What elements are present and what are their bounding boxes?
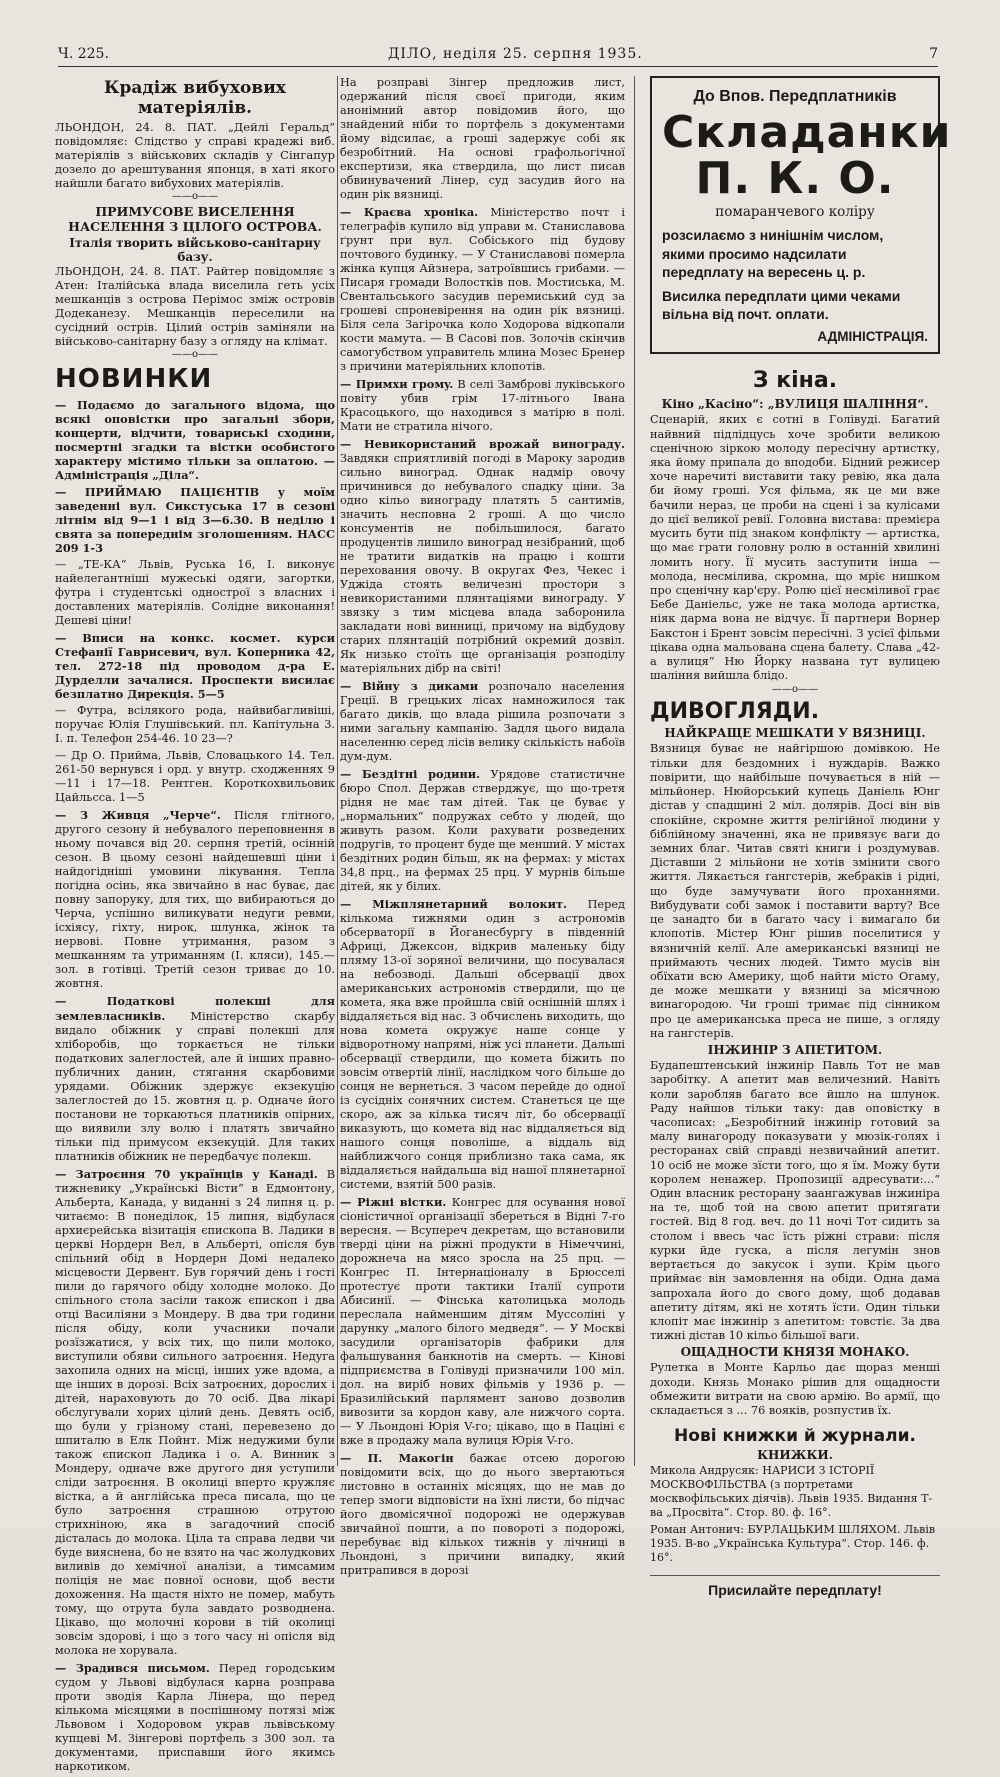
section-title-dyvohliady: ДИВОГЛЯДИ.	[650, 699, 820, 725]
article-text: Вязниця буває не найгіршою домівкою. Не тільки для бездомних і нуждарів. Важко повірити, що найбільше почувається в ній — мільйонер. Нюйорський купець Даніель Юнг дістав у спадщині 2 міл. долярів. Досі він вів спокійне, скромне життя релігійної людини у біблійному значенні, яка не привязує ваги до земних благ. Читав святі книги і роздумував. Діставши 2 мільйони не хотів змінити свого життя. Лякається гангстерів, жебраків і рідні, що буде замучувати його проханнями. Вибудувати собі замок і поставити варту? Все це занадто би в багато часу і вимагало би клопотів. Містер Юнг рішив поселитися у вязничній келії. Але американські вязниці не приймають чесних людей. Тимто мусів він обїхати всю Америку, щоб найти місто Огаму, де може мешкати у вязниці за місячною винагородою. Чи гроші тримає під сінником про це американська преса не пише, з огляду на гангстерів.	[650, 742, 940, 1040]
news-item	[55, 1167, 335, 1658]
news-item	[340, 1451, 625, 1578]
news-item	[340, 205, 625, 374]
news-item	[340, 679, 625, 764]
film-review: Сценарій, яких є сотні в Голівуді. Багатий найвний підлідцусь хоче зробити великою сценічною зіркою молоду пересічну артистку, яка йому припала до вподоби. Бідний режисер хоче наречиті виставити таку ревію, яка дала би йому гроші. Уся фільма, як це ми вже бачили нераз, це проби на сцені і за кулісами до цієї великої ревії. Головна вистава: премієра мусить бути під знаком конфлікту — артистка, що має грати головну ролю в останній хвилині ломить ногу. Її мусить заступити інша — молода, несміливa, скромна, що мріє нишком про сценічну кар'єру. Ролю цієї несміливої грає Бебе Даніельс, уже не така молода артистка, ніяк дарма вона не відчує. Її партнери Ворнер Бакстон і Брент зовсім переcічні. З усієї фільми цікава одна мальована сцена балету. Слава „42-а вулиця“ Ню Йорку названа тут вулицею шаління вийшла блідо.	[650, 413, 940, 683]
advert-signature: АДМІНІСТРАЦІЯ.	[817, 329, 928, 345]
news-item	[340, 897, 625, 1192]
news-item-text: В тижневику „Українські Вісти“ в Едмонтону, Альберта, Канада, у виданні з 24 липня ц. р. читаємо: В понеділок, 15 липня, відбулася архиєрейська візитація єпископа В. Ладики в церкві Нордерн Вел, в Альберті, опісля був спільний обід в Нордерн Домі недалеко місцевости Дервент. Був горячий день і гості пили до гарячого обіду холодне молоко. До спільного стола засіли також єпископ і два отці Василіяни з Мондеру. В два три години після обіду, коли учасники почали розїзжатися, у всіх тих, що пили молоко, виступили обяви сильного затроєння. Недуга захопила одних на місці, інших уже вдома, а ще інших в дорозі. Всіх затроєних, дорослих і дітей, нараховують до 70 осіб. Два лікарі обслугували хорих цілий день. Девять осіб, що були у грізному стані, перевезено до шпиталю в Елк Пойнт. Між недужими були також єпископ Ладика і о. А. Винник з Мондеру, одначе вже другого дня уступили сліди затроєння. В околиці вперто кружляє вістка, а й англійська преса писала, що це було затроєння страшною отрутою стрихніною, яка в загадочний спосіб дісталась до молока. Ціла та справа ледви чи буде вияснена, бо не взято на час жолудкових виливів до хемічної аналізи, а тимсамим поліція не має повної основи, щоб вести дохоження. На щастя ніхто не помер, мабуть тому, що отрута була завдато розводнена. Цікаво, що молочні корови в тій околиці зовсім здорові, і що з того часу ні опісля від молока не хорувала.	[55, 1168, 336, 1658]
advert: — „ТЕ-КА“ Львів, Руська 16, І. виконує найелегантніші мужеські одяги, загортки, футра і студентські однострої з власних і доставлених матеріялів. Солідне виконання! Дешеві ціни!	[55, 558, 335, 628]
column-rule	[634, 76, 635, 1466]
news-item-text: Перед кількома тижнями один з астрономів обсерваторії в Йоганесбургу в південній Африці, Джексон, відкрив маленьку біду пляму 13-ої зоряної величини, що посувалася на небозводі. Дальші обсервації двох американських астрономів ствердили, що це комета, яка вже пройшла свій оснішній шлях і віддаляється від нас. З обчислень виходить, що нова комета окружує наше сонце у відворотному напрямі, ніж усі планети. Дальші обсервації ствердили, що комета біжить по зовсім отвертій лінії, наслідком чого більше до сонця не вернеться. З часом перейде до одної із сусідніх сонячних систем. Станеться це ще скорo, аж за кілька тисяч літ, бо обсервації виказують, що комета від нас віддаляється від нашого сонця поволіше, а віддаль від найближчого сонця приблизно така сама, як віддаляється найдальша від нашої плянетарної системи, взятій 500 разів.	[340, 898, 625, 1191]
subscribe-callout: Присилайте передплату!	[650, 1575, 940, 1598]
separator: ——o——	[171, 191, 219, 203]
news-item-text: В селі Замброві луківського повіту убив грім 17-літнього Івана Красоцького, що находився з матірю в полі. Мати не стратила нічого.	[340, 378, 625, 433]
news-item-text: Міністерство почт і телеграфів купило від управи м. Станиславова ґрунт при вул. Собіського під будову почтового будинку. — У Станиславові померла жінка купця Айзнера, затроївшись грибами. — Писаря громади Волостків пов. Мостиська, М. Свентальського засудив перемиський суд за грошеві спроневірення на один рік вязниці. Біля села Загірочка коло Ходорова відкопали кости мамута. — В Сасові пов. Золочів скінчив самогубством управитель млина Мозес Бренер з причини матеріяльних клопотів.	[340, 206, 625, 373]
news-item-text: бажає отсею дорогою повідомити всіх, що до нього звертаються листовно в останніх місяцях, що не мав до тепер змоги відповісти на їхні листи, бо підчас його двомісячної подорожі не одержував звичайної пошти, а по повороті з подорожі, перебуває від кількох тижнів у лічниці в Льондоні, з причини випадку, який притрапився в дорозі	[340, 1452, 626, 1577]
running-head	[58, 44, 938, 67]
article-text: ЛЬОНДОН, 24. 8. ПАТ. „Дейлі Геральд“ повідомляє: Слідство у справі крадежі виб. матеріялів з військових складів у Сінгапур дозело до арештування японця, в хаті якого найшли багато вибухових матеріялів.	[55, 120, 335, 191]
issue-number: Ч. 225.	[58, 46, 109, 62]
news-item-title: — Міжплянетарний волокит.	[340, 897, 567, 911]
news-item-title: — П. Макогін	[340, 1451, 454, 1465]
column-1	[55, 76, 335, 1777]
subscription-advert	[650, 76, 952, 354]
article-text: Будапештенський інжинір Павль Тот не мав заробітку. А апетит мав величезний. Навіть коли заробляв багато все йшло на шлунок. Раду найшов тільки таку: дав оповістку в часописах: „Безробітний інжинір готовий за малу винагороду показувати у мюзік-голях і ресторанах свій справді незвичайний апетит. 10 осіб не може зїсти того, що я їм. Можу бути королем ненажер. Пропозиції адресувати:...“ Один власник ресторану заангажував інжиніра на те, щоб той на свою апетит притягати гостей. Від 8 год. веч. до 11 ночі Тот сидить за столом і ввесь час їсть ріжні страви: після курки йде гуска, а після легумін знов вертається до закусок і зупи. Крім цього приймає він замовлення на обіди. Одна дама запрохала його до свого дому, щоб додавав апетиту дітям, які не хотять їсти. Один тільки клопіт має інжинір з апетитом: товстіє. За два тижні дістав 10 кільо більшої ваги.	[650, 1059, 940, 1343]
books-subtitle: КНИЖКИ.	[757, 1448, 833, 1463]
section-title-kino: З кіна.	[752, 368, 838, 394]
news-item-text: Завдяки сприятливій погоді в Мароку зародив сильно виноград. Однак надмір овочу причинився до небувалого спадку ціни. За одно кільо винограду платять 5 сантимів, значить несповна 2 гроші. А що число консументів не побільшилося, багато продуцентів лишило виноград незібраний, щоб не тратити видатків на працю і кошти переховання овочу. В округах Фез, Чекес і Уджіда стоять величезні простори з невикористаними плянтаціями винограду. У звязку з тим місцева влада заборонила закладати нові винниці, причому на відбудову старих плянтацій потрібний окремий дозвіл. Як низько стоїть ще організація розподілу матеріяльних дібр на світі!	[340, 452, 625, 675]
separator: ——o——	[171, 349, 219, 361]
section-title-novynky: НОВИНКИ	[55, 364, 213, 395]
news-item-title: — Війну з диками	[340, 679, 479, 693]
advert: — Др О. Приймa, Львів, Словацького 14. Тел. 261-50 вернувся і орд. у внутр. сходженнях 9—11 і 17—18. Рентген. Короткохвильовик Цайльсса. 1—5	[55, 749, 335, 805]
masthead-date: ДІЛО, неділя 25. серпня 1935.	[388, 46, 643, 62]
news-item-title: — Ріжні вістки.	[340, 1195, 447, 1209]
advert: — Футра, всілякого рода, найвибагливіші, поручає Юлія Глушівський. пл. Капітульна 3. І. п. Телефон 254-46. 10 23—?	[55, 704, 335, 746]
advert-line: помаранчевого коліру	[715, 204, 875, 221]
notice: — Подаємо до загального відома, що всякі оповістки про загальні збори, концерти, відчити, товариські сходини, посмертні згадки та вістки особистого характеру містимо тільки за оплатою. — Адміністрація „Діла“.	[55, 398, 335, 483]
news-item-text: розпочало населення Греції. В грецьких лісах намножилося так багато диків, що влада рішила розпочати з ними загальну кампанію. Задля цього видала населенню серед лісів велику скількість набоїв дум-дум.	[340, 680, 626, 763]
book-entry: Роман Антонич: БУРЛАЦЬКИМ ШЛЯХОМ. Львів 1935. В-во „Українська Культура“. Стор. 146. ф. 16°.	[650, 1523, 936, 1564]
news-item-text: Перед городським судом у Львові відбулася карна розправа проти зводія Карла Лінера, що перед кількома місяцями в поспішному потязі між Львовом і Ходоровом украв львівському купцеві М. Зінгерові портфель з 300 зол. та документами, приспавши його якимсь наркотиком.	[55, 1662, 335, 1774]
article-title: Крадіж вибухових матеріялів.	[104, 78, 286, 118]
news-item-text: Міністерство скарбу видало обіжник у справі полекші для хліборобів, що торкається не тільки податкових залеглостей, але й інших правно-публичних данин, стягання скарбовими урядами. Обіжник здержує екзекуцію залеглостей до 15. жовтня ц. р. Одначе його постанови не торкаються платників опірних, що виявили злу волю і платять звичайно тільки під примусом екзекуцій. Для таких платників обіжник не передбачує полекш.	[55, 1010, 335, 1164]
news-item	[340, 377, 625, 434]
film-title: Кіно „Касіно“: „ВУЛИЦЯ ШАЛІННЯ“.	[661, 397, 929, 412]
news-item-text: Після глітного, другого сезону й небувалого переповнення в ньому почався від 20. серпня третій, осінній сезон. В цьому сезоні найдешевші ціни і найдогідніші умовини лікування. Тепла погідна осінь, яка звичайно в нас буває, дає повну запоруку, для тих, що вибираються до Черча, успішно виликувати недуги ревми, ісхіясу, гіхту, нирок, шлунка, жінок та нервові. Повне утримання, разом з мешканням та утриманням (І. кляси), 145.— зол. в готівці. Третій сезон триває до 10. жовтня.	[55, 809, 335, 991]
news-item-title: — Невикористаний врожай винограду.	[340, 437, 625, 451]
advert-line: Висилка передплати цими чеками вільна від почт. оплати.	[662, 287, 901, 323]
news-item	[340, 767, 625, 894]
article-title: ІНЖИНІР З АПЕТИТОМ.	[707, 1043, 883, 1058]
advert-line: розсилаємо з нинішнім числом, якими просимо надсилати передплату на вересень ц. р.	[662, 227, 884, 280]
column-3	[650, 76, 952, 1598]
advert-line: До Впов. Передплатників	[693, 88, 897, 105]
news-item-text: Конгрес для осування нової сіоністичної організації збереться в Відні 7-го вересня. — Всупереч декретам, що встановили тверді ціни на ріжні продукти в Німеччині, дорожнеча на мясо зросла на 25 прц. — Конгрес П. Інтернаціоналу в Брюсселі протестує проти тактики Італії супроти Абисинії. — Фінська католицька молодь переслала найменшим дітям Муссоліні у дарунку „малого білого медведя“. — У Москві засудили організаторів фабрики для фальшування банкнотів на смерть. — Кінові підприємства в Голівуді призначили 100 міл. дол. на виріб нових фільмів у 1936 р. — Бразилійський парлямент заново дозволив вивозити за кордон каву, але нижчого сорта. — У Льондоні Юрія V-го; цікаво, що в Паціні є вже в продажу мала вулиця Юрія V-го.	[340, 1196, 626, 1447]
separator: ——o——	[771, 684, 819, 696]
news-item-title: — Краєва хроніка.	[340, 205, 479, 219]
news-item-title: — Зрадився письмом.	[55, 1661, 210, 1676]
news-item	[55, 994, 335, 1164]
news-item	[55, 808, 335, 991]
news-item	[55, 1661, 335, 1774]
advert: — ПРИЙМАЮ ПАЦІЄНТІВ у моїм заведенні вул. Сикстуська 17 в сезоні літнім від 9—1 і від 3—6.30. В неділю і свята за попереднім зголошенням. НАСС 209 1-3	[55, 485, 335, 556]
news-item	[340, 1195, 625, 1448]
article-text: Рулетка в Монте Карльо дає щораз менші доходи. Князь Монако рішив для ощадности обмежити витрати на свою армію. Во армії, що складається з ... 76 вояків, розпустив їх.	[650, 1361, 940, 1418]
article-text: ЛЬОНДОН, 24. 8. ПАТ. Райтер повідомляє з Атен: Італійська влада виселила геть усіх мешканців з острова Перімос зміж островів Додеканезу. Мешканців переселили на сусідний острів. Цілий острів заміняли на військово-санітарну базу з огляду на клімат.	[55, 264, 335, 349]
page-number: 7	[929, 46, 938, 62]
advert-headline: Складанки П. К. О.	[662, 107, 952, 205]
article-subtitle: Італія творить військово-санітарну базу.	[69, 236, 321, 265]
news-item	[340, 437, 625, 676]
news-item-title: — Затроєння 70 українців у Канаді.	[55, 1167, 318, 1182]
article-title: ОЩАДНОСТИ КНЯЗЯ МОНАКО.	[680, 1345, 910, 1360]
column-2	[340, 76, 625, 1581]
news-item-text: Урядове статистичне бюро Спол. Держав стверджує, що що-третя рідня не має там дітей. Так це буває у „нормальних“ подружах себто у людей, що живуть разом. Коли рахувати розведених подругів, то процент буде ще менший. У містах бездітних родин більш, як на фермах: у містах 34,8 прц., на фермах 25 прц. У мурнів більше дітей, як у білих.	[340, 768, 626, 893]
news-item-title: — З Живця „Черче“.	[55, 808, 221, 823]
news-item-text: На розправі Зінгер предложив лист, одержаний після своєї пригоди, яким анонімний автор повідомив його, що знайдений ніби то портфель з документами йому відсилає, а гроші задержує собі як безробітний. На основі графольогічної експертизи, яка ствердила, що лист писав обвинувачений Лінер, суд засудив його на один рік вязниці.	[340, 76, 625, 201]
news-item-title: — Примхи громy.	[340, 377, 454, 391]
article-title: НАЙКРАЩЕ МЕШКАТИ У ВЯЗНИЦІ.	[664, 726, 926, 741]
article-title: ПРИМУСОВЕ ВИСЕЛЕННЯ НАСЕЛЕННЯ З ЦІЛОГО ОСТРОВА.	[68, 204, 322, 235]
book-entry: Микола Андрусяк: НАРИСИ З ІСТОРІЇ МОСКВОФІЛЬСТВА (з портретами москвофільських діячів). Львів 1935. Видання Т-ва „Просвіта“. Стор. 80. ф. 16°.	[650, 1464, 933, 1519]
news-item-title: — Податкові полекші для землевласників.	[55, 994, 335, 1024]
advert: — Вписи на конкс. космет. курси Стефанії Гавриcевич, вул. Коперника 42, тел. 272-18 під проводом д-ра Е. Дурделли зачалися. Проспекти висилає безплатно Дирекція. 5—5	[55, 631, 335, 702]
column-rule	[337, 76, 338, 1466]
news-item-title: — Бездітні родини.	[340, 767, 481, 781]
section-title-books: Нові книжки й журнали.	[674, 1426, 916, 1447]
